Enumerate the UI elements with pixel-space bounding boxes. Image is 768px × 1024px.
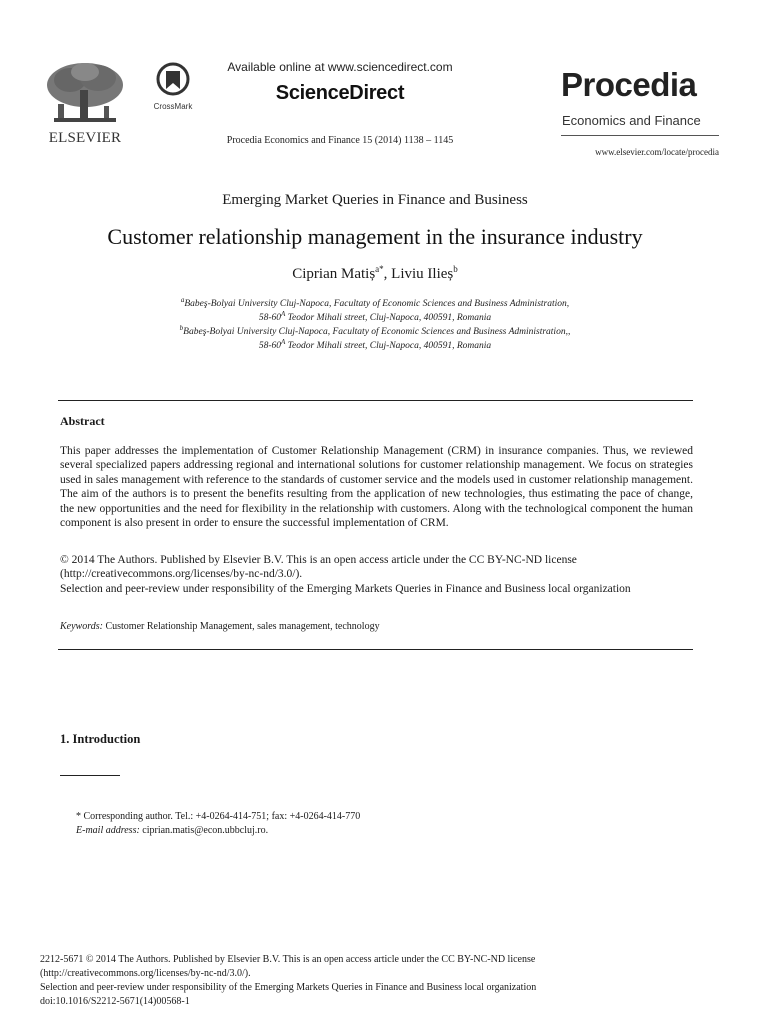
journal-reference: Procedia Economics and Finance 15 (2014) 1138 – 1145 bbox=[226, 135, 454, 146]
affiliation-text: Babeş-Bolyai University Cluj-Napoca, Facultaty of Economic Sciences and Business Administration, bbox=[184, 299, 570, 310]
keywords bbox=[60, 621, 700, 632]
crossmark-icon bbox=[156, 62, 190, 96]
affiliation-text: 58-60 bbox=[258, 313, 281, 324]
affiliation-marker: A bbox=[280, 338, 286, 346]
author-name: Ciprian Matiș bbox=[292, 266, 376, 282]
keywords-text: Customer Relationship Management, sales management, technology bbox=[102, 621, 380, 632]
footnote bbox=[76, 810, 676, 838]
paper-title: Customer relationship management in the insurance industry bbox=[107, 224, 643, 249]
author-name: Liviu Ilieș bbox=[391, 266, 454, 282]
license-line: Selection and peer-review under responsibility of the Emerging Markets Queries in Finance and Business local organization bbox=[60, 582, 631, 595]
email-line bbox=[76, 824, 676, 838]
affiliation-marker: a bbox=[180, 296, 185, 304]
crossmark-label: CrossMark bbox=[153, 102, 193, 111]
affiliation-a-line2 bbox=[0, 310, 750, 323]
affiliation-marker: b bbox=[179, 324, 184, 332]
procedia-divider bbox=[561, 135, 719, 136]
abstract-bottom-rule bbox=[58, 649, 693, 650]
email-label: E-mail address: bbox=[76, 825, 140, 836]
license-line: © 2014 The Authors. Published by Elsevier B.V. This is an open access article under the CC BY-NC-ND license bbox=[60, 554, 577, 566]
email-address[interactable]: ciprian.matis@econ.ubbcluj.ro. bbox=[139, 825, 269, 836]
author-list bbox=[0, 264, 750, 283]
affiliation-text: Babeş-Bolyai University Cluj-Napoca, Facultaty of Economic Sciences and Business Administration,, bbox=[183, 327, 571, 338]
section-heading: 1. Introduction bbox=[60, 732, 141, 746]
corresponding-author: * Corresponding author. Tel.: +4-0264-414-751; fax: +4-0264-414-770 bbox=[76, 811, 361, 822]
crossmark-badge[interactable] bbox=[150, 62, 196, 111]
author-separator: , bbox=[383, 266, 392, 282]
publisher-name: ELSEVIER bbox=[48, 130, 122, 146]
procedia-url-link[interactable]: www.elsevier.com/locate/procedia bbox=[595, 147, 719, 157]
affiliation-a-line1 bbox=[0, 296, 750, 309]
abstract-heading: Abstract bbox=[60, 414, 105, 428]
affiliation-text: Teodor Mihali street, Cluj-Napoca, 400591, Romania bbox=[285, 313, 492, 324]
footer-line: 2212-5671 © 2014 The Authors. Published by Elsevier B.V. This is an open access article under the CC BY-NC-ND license bbox=[40, 954, 536, 965]
doi[interactable]: doi:10.1016/S2212-5671(14)00568-1 bbox=[40, 996, 190, 1007]
abstract-text: This paper addresses the implementation of Customer Relationship Management (CRM) in insurance companies. Thus, we reviewed several specialized papers addressing regional and international solutions for customer relationship management. We focus on strategies used in sales management with reference to the standards of customer service and the models used in customer relationship management. The aim of the authors is to present the benefits resulting from the application of new technologies, thus estimating the pace of change, the new opportunities and the need for flexibility in the relationship with customers. Along with the technological component the human component is also present in order to ensure the successful implementation of CRM. bbox=[60, 445, 693, 530]
procedia-subtitle: Economics and Finance bbox=[562, 113, 701, 128]
author-marker: a* bbox=[375, 264, 384, 274]
affiliation-marker: A bbox=[280, 310, 286, 318]
procedia-logo: Procedia bbox=[561, 66, 697, 103]
available-online-text: Available online at www.sciencedirect.com bbox=[227, 60, 453, 74]
footer-line: Selection and peer-review under responsibility of the Emerging Markets Queries in Finance and Business local organization bbox=[40, 982, 537, 993]
license-link[interactable]: (http://creativecommons.org/licenses/by-nc-nd/3.0/). bbox=[60, 568, 303, 581]
abstract-top-rule bbox=[58, 400, 693, 401]
affiliation-b-line2 bbox=[0, 338, 750, 351]
affiliation-b-line1 bbox=[0, 324, 750, 337]
conference-name: Emerging Market Queries in Finance and Business bbox=[222, 192, 528, 208]
keywords-label: Keywords: bbox=[60, 621, 103, 632]
license-statement bbox=[60, 553, 700, 596]
page-footer bbox=[40, 953, 740, 1009]
sciencedirect-logo[interactable]: ScienceDirect bbox=[275, 82, 405, 104]
author-marker: b bbox=[453, 264, 458, 274]
footnote-rule bbox=[60, 775, 120, 776]
affiliation-text: 58-60 bbox=[258, 341, 281, 352]
affiliation-text: Teodor Mihali street, Cluj-Napoca, 400591, Romania bbox=[285, 341, 492, 352]
footer-license-link[interactable]: (http://creativecommons.org/licenses/by-nc-nd/3.0/). bbox=[40, 968, 251, 979]
